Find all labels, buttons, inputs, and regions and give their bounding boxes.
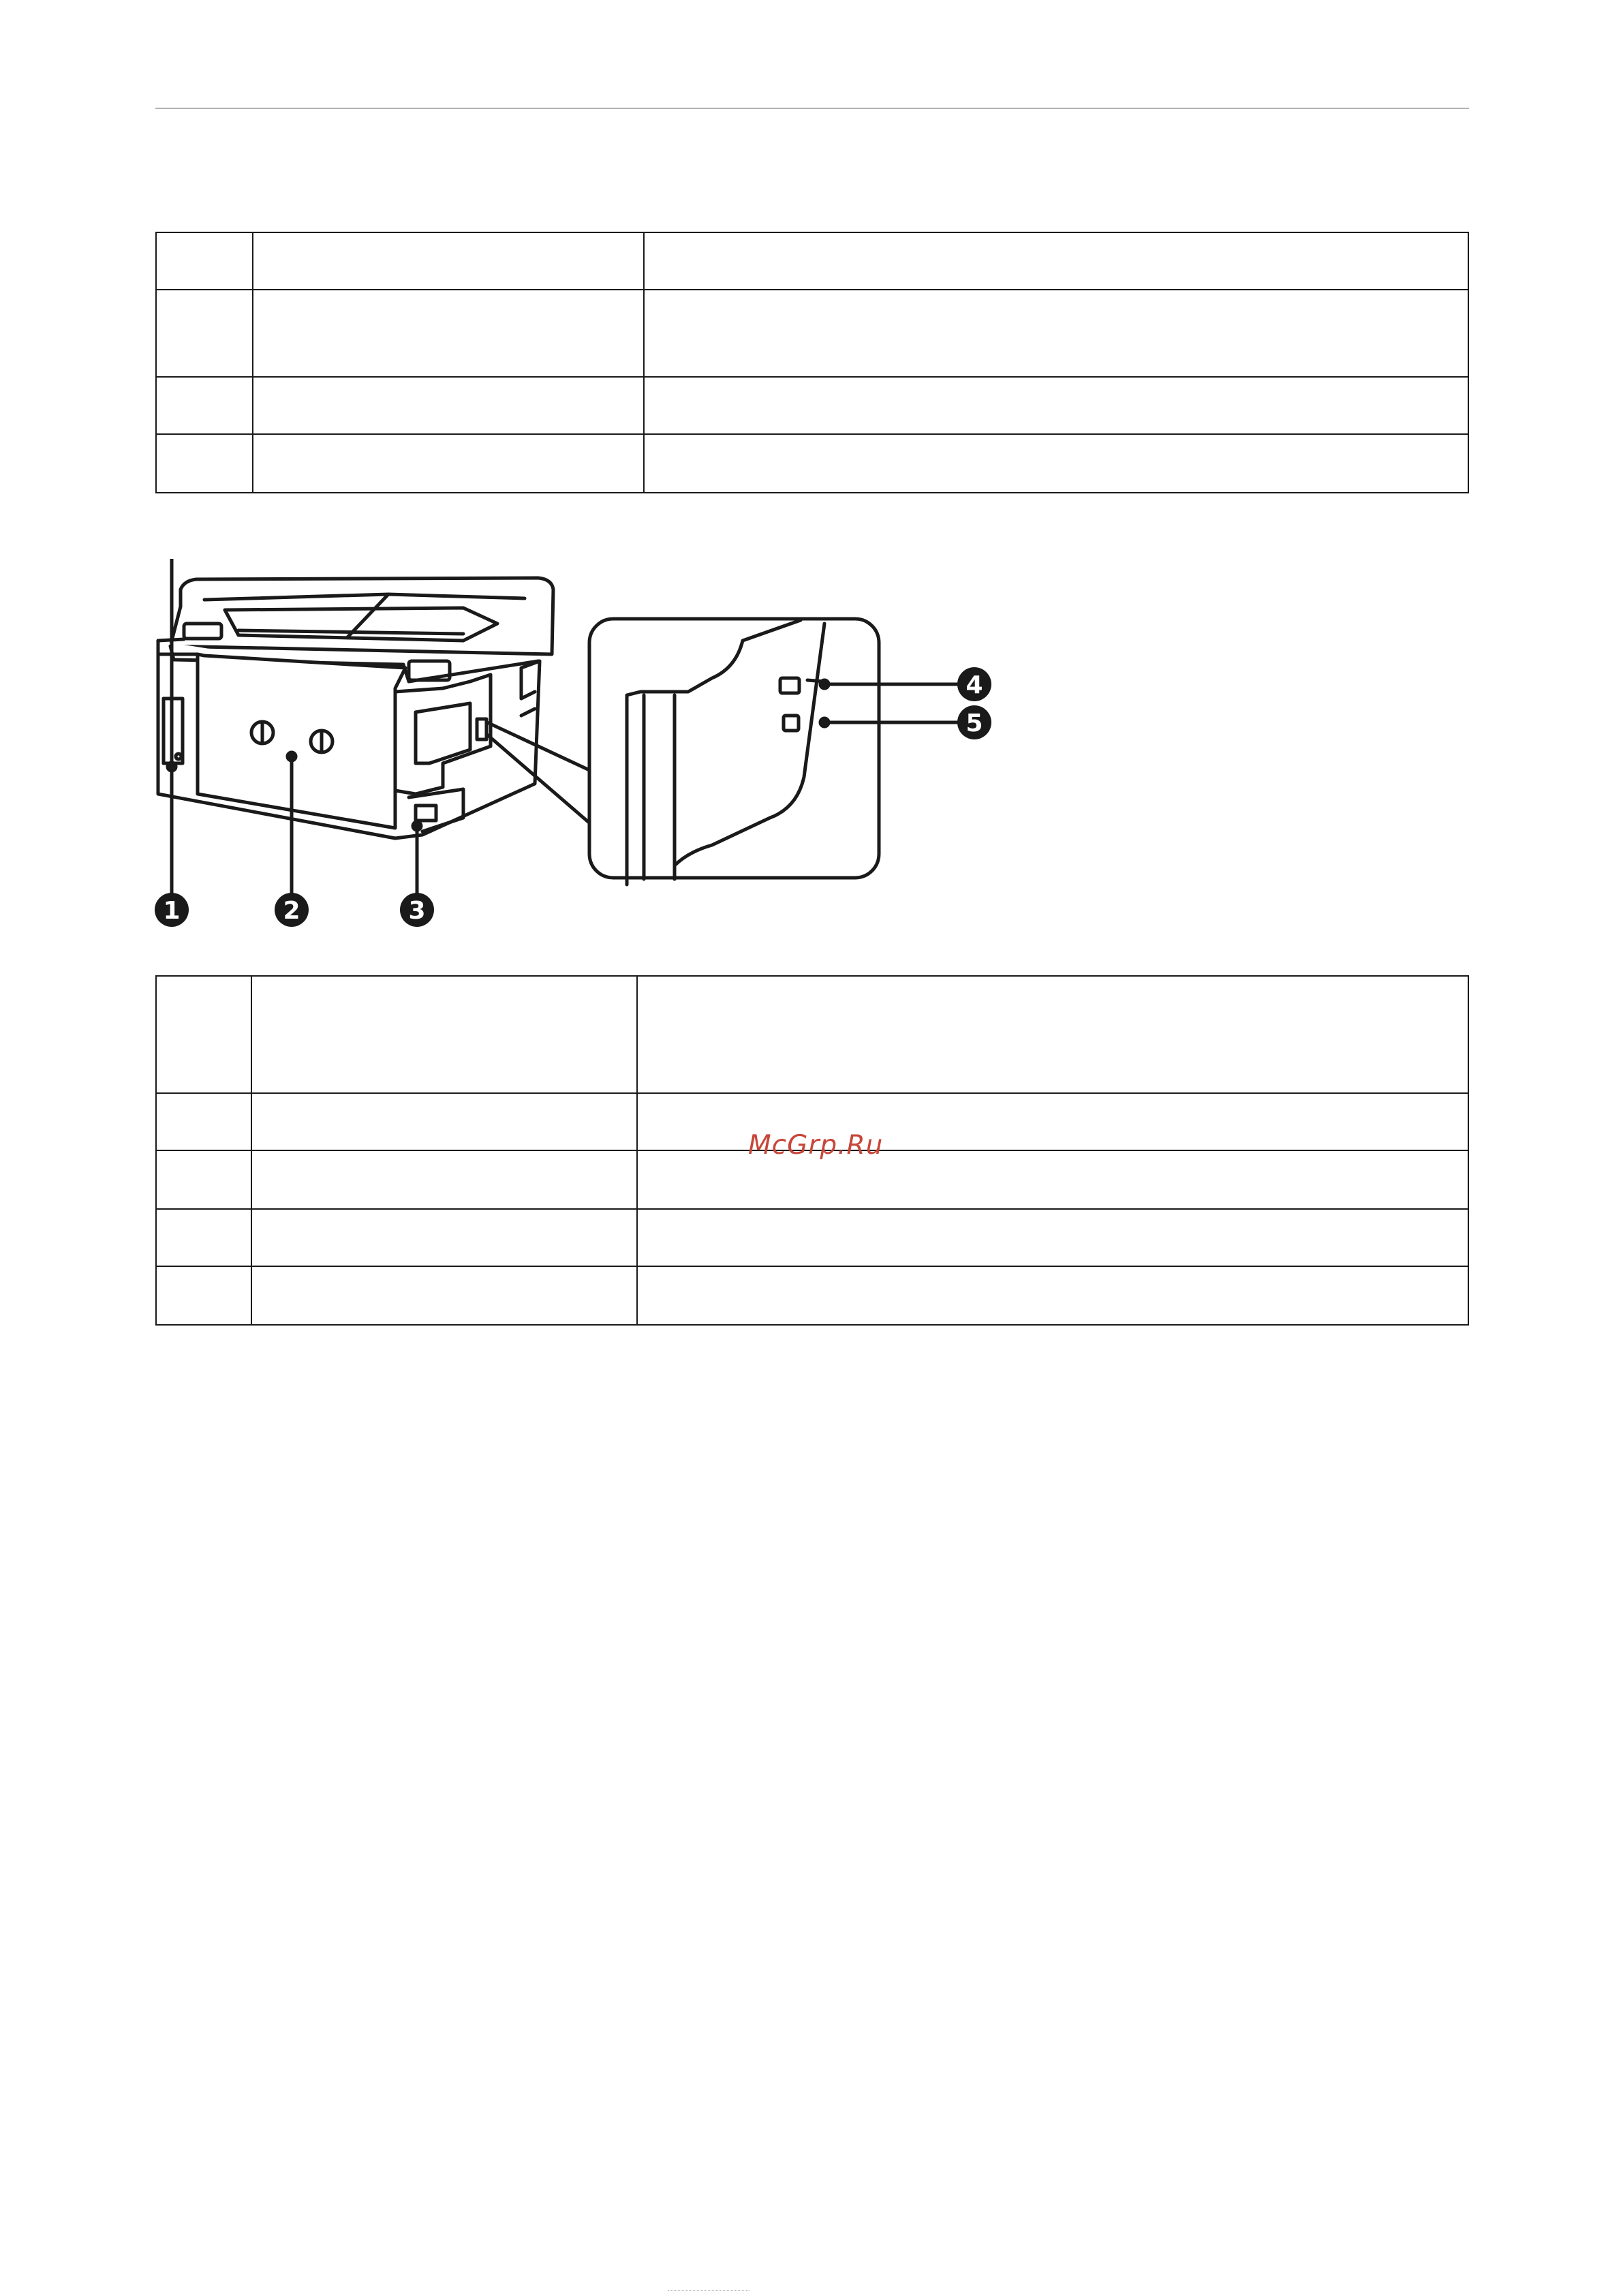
callout-2: [275, 893, 309, 927]
callout-number: 5: [965, 709, 983, 737]
cell-number: [156, 976, 251, 1093]
cell-number: [156, 434, 253, 493]
table-row: [156, 434, 1468, 493]
cell-description: [637, 976, 1468, 1093]
cell-description: [644, 434, 1468, 493]
callout-number: 1: [163, 897, 181, 925]
watermark-text: McGrp.Ru: [748, 1130, 884, 1161]
printer-illustration: [158, 578, 591, 838]
parts-table-front: [155, 232, 1469, 493]
footer-mark: [668, 2290, 749, 2293]
cell-number: [156, 1209, 251, 1266]
callout-4: [957, 667, 991, 701]
table-row: [156, 976, 1468, 1093]
cell-name: [251, 1150, 637, 1209]
cell-name: [251, 1266, 637, 1325]
callout-number: 3: [408, 897, 426, 925]
cell-name: [253, 434, 644, 493]
cell-name: [251, 976, 637, 1093]
cell-description: [637, 1209, 1468, 1266]
cell-name: [253, 290, 644, 377]
table-row: [156, 1209, 1468, 1266]
callout-3: [400, 893, 434, 927]
callout-number: 2: [283, 897, 300, 925]
table-row: [156, 290, 1468, 377]
cell-number: [156, 1266, 251, 1325]
callout-5: [957, 705, 991, 739]
cell-description: [644, 290, 1468, 377]
cell-name: [253, 377, 644, 434]
cell-number: [156, 1150, 251, 1209]
cell-number: [156, 290, 253, 377]
header-rule: [155, 108, 1469, 109]
cell-name: [251, 1209, 637, 1266]
table-row: [156, 232, 1468, 290]
cell-name: [251, 1093, 637, 1150]
cell-number: [156, 377, 253, 434]
zoom-inset: [589, 619, 879, 885]
cell-description: [644, 377, 1468, 434]
callout-number: 4: [965, 671, 983, 699]
cell-description: [637, 1266, 1468, 1325]
printer-rear-diagram: [143, 559, 1042, 940]
table-row: [156, 1266, 1468, 1325]
callout-1: [155, 893, 189, 927]
table-row: [156, 377, 1468, 434]
cell-description: [644, 232, 1468, 290]
cell-number: [156, 1093, 251, 1150]
cell-number: [156, 232, 253, 290]
cell-name: [253, 232, 644, 290]
